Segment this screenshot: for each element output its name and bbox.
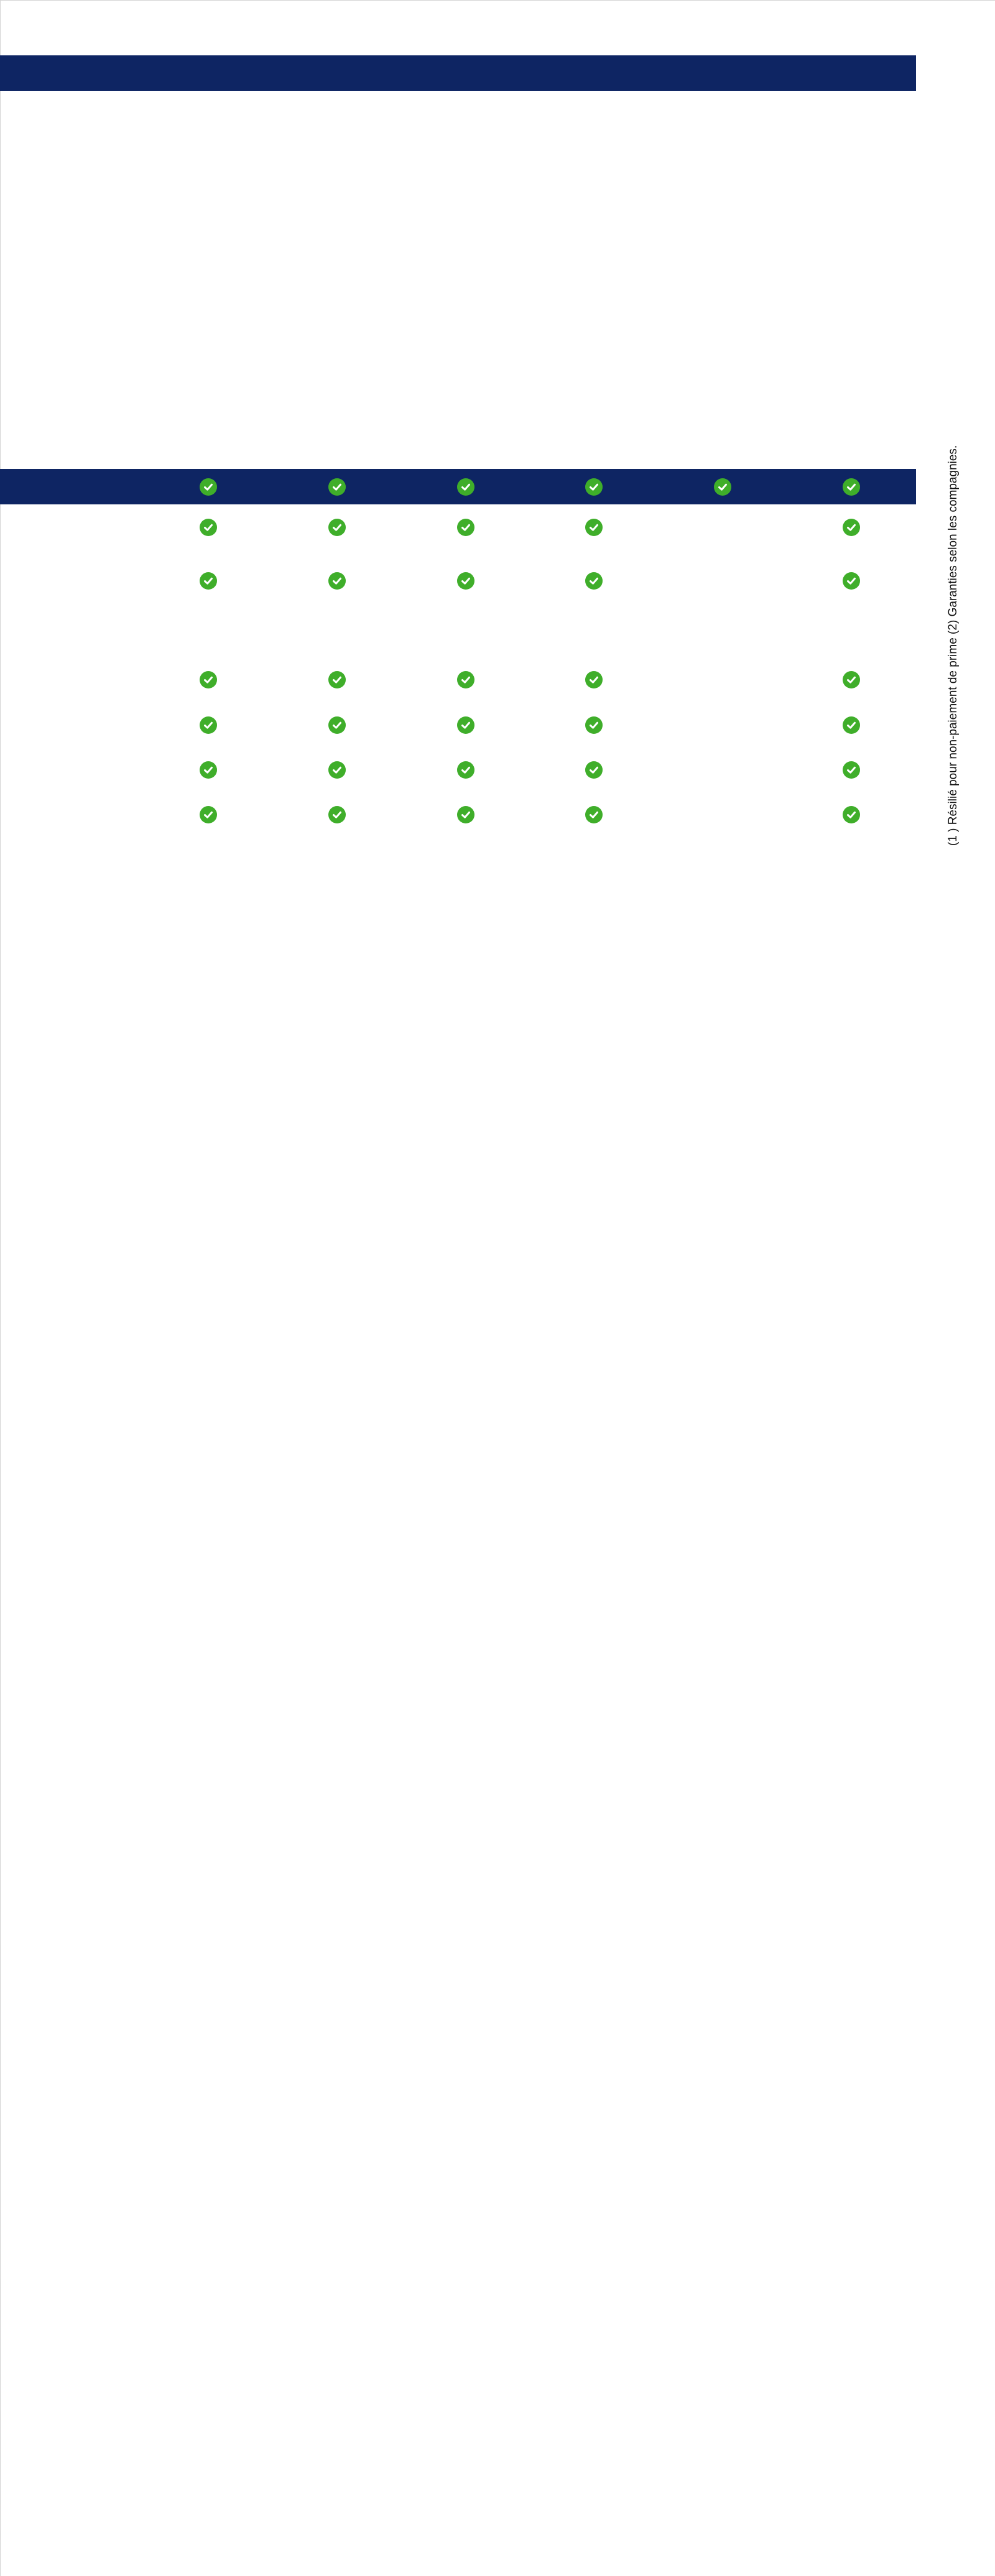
- cell-options-disponibles-col6: [787, 837, 916, 882]
- check-icon: [457, 671, 474, 688]
- cell-sinistres-maximum-acceptes-col1: [144, 272, 272, 317]
- cell-options-disponibles-col1: [144, 837, 272, 882]
- section-band-souscription: [0, 55, 916, 91]
- cell-resiliation-par-precedent-assureur-col1: [144, 317, 272, 378]
- row-label-responsabilite-civile-defense-penale: [0, 469, 144, 504]
- check-icon: [843, 761, 860, 779]
- cell-minimum-d-antecedents-d-assurance-col4: [530, 226, 658, 272]
- row-label-risques-aggraves: [0, 378, 144, 469]
- cell-minimum-d-antecedents-d-assurance-col6: [787, 226, 916, 272]
- cell-options-disponibles-col2: [272, 837, 401, 882]
- cell-age-col2: [272, 91, 401, 136]
- cell-dommages-tous-accidents-col2: [272, 550, 401, 611]
- row-label-assistance: [0, 703, 144, 747]
- check-icon: [200, 761, 217, 779]
- check-icon: [328, 671, 346, 688]
- check-icon: [585, 806, 603, 823]
- cell-anciennete-de-permis-col4: [530, 182, 658, 226]
- check-icon: [457, 806, 474, 823]
- cell-dommages-tous-accidents-col1: [144, 550, 272, 611]
- column-header-auto-tempo: [658, 0, 787, 55]
- check-icon: [328, 519, 346, 536]
- cell-crm-col5: [658, 136, 787, 182]
- cell-sinistres-maximum-acceptes-col3: [401, 272, 530, 317]
- cell-age-col1: [144, 91, 272, 136]
- cell-crm-col6: [787, 136, 916, 182]
- check-icon: [328, 478, 346, 496]
- cell-valeur-a-neuf-col4: [530, 657, 658, 703]
- cell-responsabilite-civile-defense-penale-col4: [530, 469, 658, 504]
- cell-resiliation-par-precedent-assureur-col6: [787, 317, 916, 378]
- check-icon: [328, 761, 346, 779]
- cell-bris-de-glace-col3: [401, 792, 530, 837]
- cell-anciennete-de-permis-col5: [658, 182, 787, 226]
- cell-options-disponibles-col4: [530, 837, 658, 882]
- cell-assistance-col1: [144, 703, 272, 747]
- cell-valeur-a-neuf-col5: [658, 657, 787, 703]
- check-icon: [843, 572, 860, 590]
- cell-vol-incendie-cat-nat-cat-tech-evenements-col6: [787, 504, 916, 550]
- cell-sinistres-maximum-acceptes-col5: [658, 272, 787, 317]
- cell-options-disponibles-col3: [401, 837, 530, 882]
- check-icon: [200, 519, 217, 536]
- check-icon: [843, 716, 860, 734]
- check-icon: [200, 716, 217, 734]
- check-icon: [843, 478, 860, 496]
- cell-valeur-a-neuf-col6: [787, 657, 916, 703]
- check-icon: [585, 572, 603, 590]
- cell-crm-col4: [530, 136, 658, 182]
- cell-bris-de-glace-col1: [144, 792, 272, 837]
- row-label-sinistres-maximum-acceptes: [0, 272, 144, 317]
- check-icon: [457, 478, 474, 496]
- cell-resiliation-par-precedent-assureur-col5: [658, 317, 787, 378]
- row-label-protection-juridique: [0, 747, 144, 792]
- check-icon: [457, 716, 474, 734]
- cell-assistance-col2: [272, 703, 401, 747]
- cell-sinistres-maximum-acceptes-col4: [530, 272, 658, 317]
- cell-crm-col3: [401, 136, 530, 182]
- check-icon: [457, 519, 474, 536]
- cell-vol-incendie-cat-nat-cat-tech-evenements-col5: [658, 504, 787, 550]
- cell-protection-juridique-col1: [144, 747, 272, 792]
- cell-risques-aggraves-col3: [401, 378, 530, 469]
- cell-anciennete-de-permis-col6: [787, 182, 916, 226]
- row-label-dommages-tous-accidents: [0, 550, 144, 611]
- row-label-anciennete-de-permis: [0, 182, 144, 226]
- cell-risques-aggraves-col6: [787, 378, 916, 469]
- cell-responsabilite-civile-defense-penale-col5: [658, 469, 787, 504]
- check-icon: [457, 572, 474, 590]
- cell-protection-juridique-col3: [401, 747, 530, 792]
- cell-minimum-d-antecedents-d-assurance-col2: [272, 226, 401, 272]
- cell-anciennete-de-permis-col3: [401, 182, 530, 226]
- cell-risques-aggraves-col2: [272, 378, 401, 469]
- row-label-resiliation-par-precedent-assureur: [0, 317, 144, 378]
- cell-options-disponibles-col5: [658, 837, 787, 882]
- row-label-minimum-d-antecedents-d-assurance: [0, 226, 144, 272]
- cell-garantie-du-conducteur-col4: [530, 611, 658, 657]
- cell-garantie-du-conducteur-col5: [658, 611, 787, 657]
- cell-protection-juridique-col2: [272, 747, 401, 792]
- cell-assistance-col6: [787, 703, 916, 747]
- cell-valeur-a-neuf-col1: [144, 657, 272, 703]
- check-icon: [200, 478, 217, 496]
- check-icon: [585, 716, 603, 734]
- cell-vol-incendie-cat-nat-cat-tech-evenements-col4: [530, 504, 658, 550]
- row-label-bris-de-glace: [0, 792, 144, 837]
- cell-age-col6: [787, 91, 916, 136]
- check-icon: [585, 671, 603, 688]
- cell-risques-aggraves-col1: [144, 378, 272, 469]
- cell-resiliation-par-precedent-assureur-col4: [530, 317, 658, 378]
- row-label-crm: [0, 136, 144, 182]
- cell-minimum-d-antecedents-d-assurance-col3: [401, 226, 530, 272]
- check-icon: [328, 716, 346, 734]
- cell-sinistres-maximum-acceptes-col6: [787, 272, 916, 317]
- cell-responsabilite-civile-defense-penale-col1: [144, 469, 272, 504]
- cell-minimum-d-antecedents-d-assurance-col5: [658, 226, 787, 272]
- column-header-auto-risques-aggraves: [272, 0, 401, 55]
- check-icon: [457, 761, 474, 779]
- check-icon: [328, 806, 346, 823]
- check-icon: [843, 519, 860, 536]
- cell-bris-de-glace-col2: [272, 792, 401, 837]
- cell-garantie-du-conducteur-col6: [787, 611, 916, 657]
- cell-resiliation-par-precedent-assureur-col2: [272, 317, 401, 378]
- cell-protection-juridique-col5: [658, 747, 787, 792]
- check-icon: [585, 519, 603, 536]
- cell-dommages-tous-accidents-col6: [787, 550, 916, 611]
- check-icon: [200, 572, 217, 590]
- check-icon: [585, 761, 603, 779]
- check-icon: [843, 806, 860, 823]
- cell-valeur-a-neuf-col2: [272, 657, 401, 703]
- cell-crm-col2: [272, 136, 401, 182]
- cell-age-col4: [530, 91, 658, 136]
- check-icon: [714, 478, 731, 496]
- cell-sinistres-maximum-acceptes-col2: [272, 272, 401, 317]
- cell-responsabilite-civile-defense-penale-col2: [272, 469, 401, 504]
- check-icon: [843, 671, 860, 688]
- cell-responsabilite-civile-defense-penale-col6: [787, 469, 916, 504]
- cell-anciennete-de-permis-col1: [144, 182, 272, 226]
- cell-risques-aggraves-col4: [530, 378, 658, 469]
- cell-assistance-col4: [530, 703, 658, 747]
- row-label-garantie-du-conducteur: [0, 611, 144, 657]
- cell-assistance-col5: [658, 703, 787, 747]
- column-header-auto-haut-de-gamme: [401, 0, 530, 55]
- column-header-camping-car: [787, 0, 916, 55]
- cell-responsabilite-civile-defense-penale-col3: [401, 469, 530, 504]
- cell-vol-incendie-cat-nat-cat-tech-evenements-col1: [144, 504, 272, 550]
- cell-dommages-tous-accidents-col4: [530, 550, 658, 611]
- cell-assistance-col3: [401, 703, 530, 747]
- cell-vol-incendie-cat-nat-cat-tech-evenements-col2: [272, 504, 401, 550]
- grid-right-outer: [0, 1289, 1, 2576]
- cell-protection-juridique-col4: [530, 747, 658, 792]
- cell-bris-de-glace-col6: [787, 792, 916, 837]
- cell-crm-col1: [144, 136, 272, 182]
- cell-protection-juridique-col6: [787, 747, 916, 792]
- check-icon: [585, 478, 603, 496]
- cell-valeur-a-neuf-col3: [401, 657, 530, 703]
- row-label-vol-incendie-cat-nat-cat-tech-evenements: [0, 504, 144, 550]
- cell-vol-incendie-cat-nat-cat-tech-evenements-col3: [401, 504, 530, 550]
- check-icon: [328, 572, 346, 590]
- check-icon: [200, 671, 217, 688]
- cell-garantie-du-conducteur-col3: [401, 611, 530, 657]
- cell-resiliation-par-precedent-assureur-col3: [401, 317, 530, 378]
- cell-anciennete-de-permis-col2: [272, 182, 401, 226]
- check-icon: [200, 806, 217, 823]
- column-header-vsp: [530, 0, 658, 55]
- cell-age-col5: [658, 91, 787, 136]
- cell-bris-de-glace-col4: [530, 792, 658, 837]
- cell-dommages-tous-accidents-col3: [401, 550, 530, 611]
- row-label-age: [0, 91, 144, 136]
- cell-minimum-d-antecedents-d-assurance-col1: [144, 226, 272, 272]
- cell-garantie-du-conducteur-col2: [272, 611, 401, 657]
- cell-dommages-tous-accidents-col5: [658, 550, 787, 611]
- row-label-valeur-a-neuf: [0, 657, 144, 703]
- row-label-options-disponibles: [0, 837, 144, 882]
- side-footnote: (1 ) Résilié pour non-paiement de prime (2) Garanties selon les compagnies.: [946, 445, 960, 846]
- cell-age-col3: [401, 91, 530, 136]
- column-header-auto-standard: [144, 0, 272, 55]
- cell-garantie-du-conducteur-col1: [144, 611, 272, 657]
- cell-risques-aggraves-col5: [658, 378, 787, 469]
- cell-bris-de-glace-col5: [658, 792, 787, 837]
